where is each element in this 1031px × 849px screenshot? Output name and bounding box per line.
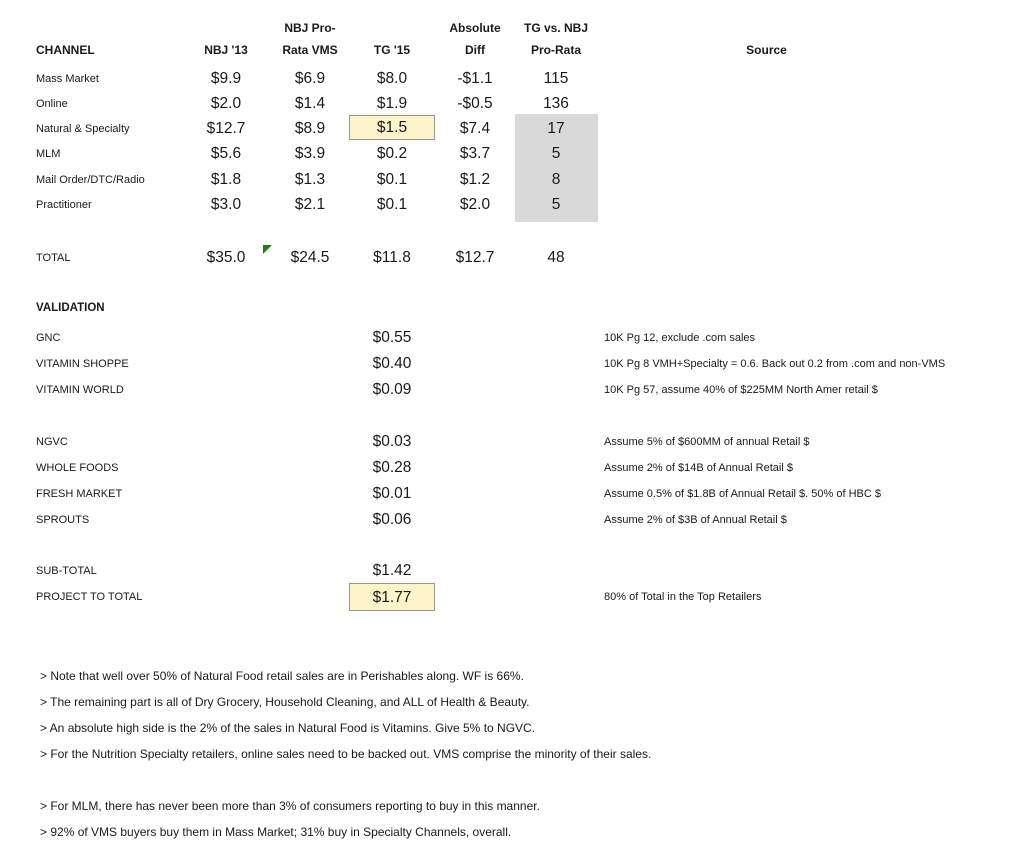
- validation-heading: VALIDATION: [36, 302, 105, 314]
- value-cell: $1.4: [294, 95, 326, 112]
- retailer-name: WHOLE FOODS: [36, 462, 119, 474]
- footnote: > 92% of VMS buyers buy them in Mass Market; 31% buy in Specialty Channels, overall.: [40, 825, 512, 839]
- validation-row: [0, 377, 1031, 403]
- value-cell: $1.3: [294, 171, 326, 188]
- header-row-2: [0, 42, 1031, 68]
- value-cell: $1.8: [210, 171, 242, 188]
- validation-row: [0, 325, 1031, 351]
- value-cell: $2.0: [210, 95, 242, 112]
- value-cell: $2.1: [294, 196, 326, 213]
- footnote: > The remaining part is all of Dry Grocery, Household Cleaning, and ALL of Health & Beauty.: [40, 695, 530, 709]
- source-note: 80% of Total in the Top Retailers: [604, 591, 762, 603]
- project-total-row: [0, 584, 1031, 610]
- footnote: > An absolute high side is the 2% of the sales in Natural Food is Vitamins. Give 5% to NGVC.: [40, 721, 536, 735]
- column-header-prorata-line1: NBJ Pro-: [284, 21, 336, 35]
- channel-name: Mass Market: [36, 73, 99, 85]
- column-header-tgvs-line1: TG vs. NBJ: [523, 21, 589, 35]
- value-cell: 136: [543, 95, 569, 112]
- column-header-diff-line1: Absolute: [449, 21, 501, 35]
- value-cell: $9.9: [210, 70, 242, 87]
- total-row: [0, 245, 1031, 271]
- channel-name: Practitioner: [36, 199, 92, 211]
- value-cell: $0.03: [372, 433, 412, 450]
- channel-name: Natural & Specialty: [36, 123, 130, 135]
- value-cell: $5.6: [210, 145, 242, 162]
- value-cell: 115: [543, 70, 569, 87]
- value-cell: $0.28: [372, 459, 412, 476]
- validation-row: [0, 429, 1031, 455]
- source-note: 10K Pg 12, exclude .com sales: [604, 332, 756, 344]
- retailer-name: NGVC: [36, 436, 68, 448]
- column-header-channel: CHANNEL: [36, 43, 95, 57]
- value-cell: $3.0: [210, 196, 242, 213]
- value-cell: $35.0: [206, 249, 246, 266]
- value-cell: 48: [547, 249, 565, 266]
- subtotal-row: [0, 558, 1031, 584]
- source-note: Assume 5% of $600MM of annual Retail $: [604, 436, 810, 448]
- value-cell: $0.1: [376, 196, 408, 213]
- value-cell: $12.7: [455, 249, 495, 266]
- validation-row: [0, 481, 1031, 507]
- source-note: Assume 2% of $3B of Annual Retail $: [604, 514, 787, 526]
- source-note: Assume 2% of $14B of Annual Retail $: [604, 462, 793, 474]
- value-cell: 5: [551, 145, 561, 162]
- value-cell: $24.5: [290, 249, 330, 266]
- highlighted-value-cell: $1.5: [349, 115, 435, 140]
- value-cell: $0.06: [372, 511, 412, 528]
- column-header-tg15: TG '15: [373, 43, 411, 57]
- column-header-prorata-line2: Rata VMS: [282, 43, 338, 57]
- value-cell: $0.40: [372, 355, 412, 372]
- highlighted-value-cell: $1.77: [349, 583, 435, 611]
- table-row: [0, 91, 1031, 117]
- table-row: [0, 66, 1031, 92]
- value-cell: $7.4: [459, 120, 491, 137]
- value-cell: $0.01: [372, 485, 412, 502]
- column-header-source: Source: [746, 43, 787, 57]
- table-row: [0, 141, 1031, 167]
- value-cell: $0.09: [372, 381, 412, 398]
- retailer-name: FRESH MARKET: [36, 488, 123, 500]
- table-row: [0, 167, 1031, 193]
- value-cell: -$0.5: [457, 95, 493, 112]
- retailer-name: VITAMIN WORLD: [36, 384, 124, 396]
- channel-name: Online: [36, 98, 68, 110]
- total-label: TOTAL: [36, 252, 71, 264]
- retailer-name: GNC: [36, 332, 61, 344]
- channel-name: MLM: [36, 148, 61, 160]
- value-cell: $2.0: [459, 196, 491, 213]
- value-cell: $6.9: [294, 70, 326, 87]
- footnote: > For the Nutrition Specialty retailers, online sales need to be backed out. VMS comprise the minority of their sales.: [40, 747, 652, 761]
- value-cell: $0.1: [376, 171, 408, 188]
- value-cell: $8.0: [376, 70, 408, 87]
- value-cell: -$1.1: [457, 70, 493, 87]
- validation-row: [0, 351, 1031, 377]
- subtotal-label: SUB-TOTAL: [36, 565, 97, 577]
- comment-marker-icon: [263, 245, 272, 254]
- value-cell: $1.9: [376, 95, 408, 112]
- value-cell: 17: [547, 120, 565, 137]
- value-cell: $0.2: [376, 145, 408, 162]
- value-cell: $3.9: [294, 145, 326, 162]
- value-cell: 5: [551, 196, 561, 213]
- value-cell: 8: [551, 171, 561, 188]
- value-cell: $0.55: [372, 329, 412, 346]
- retailer-name: SPROUTS: [36, 514, 90, 526]
- validation-row: [0, 507, 1031, 533]
- validation-section: [0, 300, 1031, 326]
- source-note: 10K Pg 8 VMH+Specialty = 0.6. Back out 0.2 from .com and non-VMS: [604, 358, 946, 370]
- value-cell: $1.2: [459, 171, 491, 188]
- table-row: [0, 116, 1031, 142]
- channel-name: Mail Order/DTC/Radio: [36, 174, 145, 186]
- retailer-name: VITAMIN SHOPPE: [36, 358, 129, 370]
- validation-row: [0, 455, 1031, 481]
- project-total-label: PROJECT TO TOTAL: [36, 591, 143, 603]
- column-header-diff-line2: Diff: [465, 43, 485, 57]
- value-cell: $12.7: [206, 120, 246, 137]
- table-row: [0, 192, 1031, 218]
- value-cell: $8.9: [294, 120, 326, 137]
- source-note: 10K Pg 57, assume 40% of $225MM North Amer retail $: [604, 384, 878, 396]
- value-cell: $3.7: [459, 145, 491, 162]
- footnote: > For MLM, there has never been more than 3% of consumers reporting to buy in this manner.: [40, 799, 540, 813]
- value-cell: $1.42: [372, 562, 412, 579]
- column-header-nbj13: NBJ '13: [204, 43, 248, 57]
- value-cell: $11.8: [373, 249, 411, 266]
- column-header-tgvs-line2: Pro-Rata: [530, 43, 581, 57]
- footnote: > Note that well over 50% of Natural Food retail sales are in Perishables along. WF is 66%.: [40, 669, 524, 683]
- source-note: Assume 0.5% of $1.8B of Annual Retail $. 50% of HBC $: [604, 488, 881, 500]
